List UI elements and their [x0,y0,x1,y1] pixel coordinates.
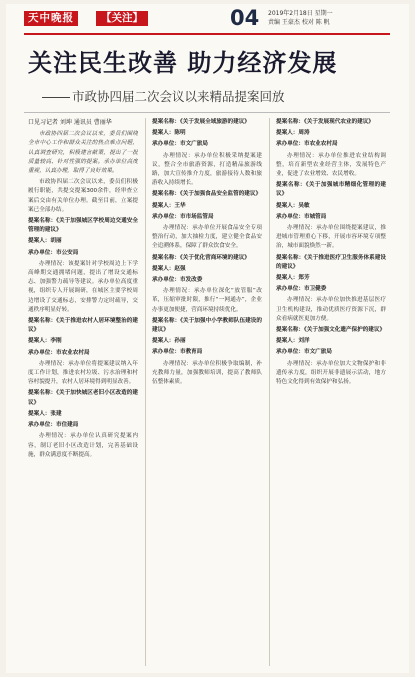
body-paragraph: 提案人：陈明 [152,130,186,137]
body-paragraph: 承办单位：市教育局 [152,349,203,356]
body-paragraph: 办理情况：承办单位将提案建议纳入年度工作计划，推进农村垃圾、污水治理和村容村貌提升，农村人居环境得到明显改善。 [28,360,138,386]
column-1 [28,118,138,666]
section-label: 【关注】 [96,11,148,26]
column-divider [269,118,270,666]
proposal-title: 提案名称：《关于加强食品安全监管的建议》 [152,191,262,198]
date-line: 2019年2月18日 星期一 [268,10,333,17]
body-paragraph: 提案人：赵强 [152,265,186,272]
article-headline: 关注民生改善 助力经济发展 [28,49,338,77]
body-paragraph: 办理情况：承办单位开展食品安全专项整治行动，加大抽检力度，建立健全食品安全追溯体系，保障了群众饮食安全。 [152,225,262,250]
body-paragraph: 承办单位：市农业农村局 [28,349,90,356]
body-paragraph: 办理情况：承办单位积极采纳提案建议，整合全市旅游资源，打造精品旅游线路，加大宣传推介力度，旅游接待人数和旅游收入持续增长。 [152,152,262,187]
proposal-title: 提案名称：《关于发展全域旅游的建议》 [152,119,250,125]
column-3 [276,118,386,666]
proposal-title: 提案名称：《关于优化营商环境的建议》 [152,254,250,261]
body-paragraph: 办理情况：承办单位推进农业结构调整，培育新型农业经营主体，发展特色产业，促进了农业增效、农民增收。 [276,152,386,178]
proposal-title: 提案名称：《关于推进农村人居环境整治的建议》 [28,318,138,334]
headline-rule [24,112,390,113]
proposal-title: 提案名称：《关于加快城区老旧小区改造的建议》 [28,390,138,406]
body-paragraph: 提案人：李刚 [28,338,62,345]
proposal-title: 提案名称：《关于发展现代农业的建议》 [276,119,374,125]
column-2 [152,118,262,666]
body-paragraph: 提案人：吴敏 [276,202,310,209]
page-number: 04 [230,6,260,30]
newspaper-page [6,4,409,673]
body-paragraph: 承办单位：市文广旅局 [152,141,208,148]
column-1-paragraphs [28,178,138,460]
body-paragraph: 承办单位：市农业农村局 [276,141,338,148]
proposal-title: 提案名称：《关于加强文化遗产保护的建议》 [276,327,386,334]
body-paragraph: 提案人：张建 [28,410,62,417]
body-paragraph: 提案人：周涛 [276,130,310,137]
body-paragraph: 承办单位：市文广旅局 [276,349,332,356]
subhead-text: 市政协四届二次会议以来精品提案回放 [72,89,285,104]
body-paragraph: 办理情况：该提案针对学校周边上下学高峰期交通拥堵问题，提出了增设交通标志、加强警力疏导等建议。承办单位高度重视，组织专人开展调研，在城区主要学校周边增设了交通标志，安排警力定时疏导，交通秩序明显好转。 [28,260,138,313]
article-body [28,118,388,668]
proposal-title: 提案名称：《关于加强城区学校周边交通安全管理的建议》 [28,218,138,234]
body-paragraph: 办理情况：承办单位围绕提案建议，推进城市管理重心下移，开展市容环境专项整治，城市面貌焕然一新。 [276,225,386,250]
article-subhead [42,89,285,105]
proposal-title: 提案名称：《关于推进医疗卫生服务体系建设的建议》 [276,254,386,270]
proposal-title: 提案名称：《关于加强中小学教师队伍建设的建议》 [152,317,262,334]
lead-paragraph: 市政协四届二次会议以来，委员们围绕全市中心工作和群众关注的热点难点问题，认真调查研究，积极建言献策，提出了一批质量较高、针对性强的提案。承办单位高度重视，认真办理，取得了良好效果。 [28,131,138,175]
column-3-paragraphs [276,118,386,387]
body-paragraph: 办理情况：承办单位深化“放管服”改革，压缩审批时限，推行“一网通办”，企业办事更加便捷，营商环境持续优化。 [152,288,262,313]
body-paragraph: 办理情况：承办单位积极争取编制，补充教师力量，加强教师培训，提高了教师队伍整体素质。 [152,360,262,386]
proposal-title: 提案名称：《关于加强城市精细化管理的建议》 [276,182,386,198]
body-paragraph: 承办单位：市城管局 [276,213,327,220]
column-2-paragraphs [152,118,262,387]
body-paragraph: 提案人：孙丽 [152,338,186,345]
body-paragraph: 承办单位：市公安局 [28,249,79,256]
masthead-rule [24,33,390,35]
body-paragraph: 办理情况：承办单位加快推进基层医疗卫生机构建设，推动优质医疗资源下沉，群众看病就医更加方便。 [276,297,386,322]
body-paragraph: 承办单位：市卫健委 [276,286,327,293]
paper-logo: 天中晚报 [24,11,78,26]
body-paragraph: 承办单位：市住建局 [28,422,79,429]
masthead [6,4,409,34]
body-paragraph: 提案人：胡丽 [28,238,62,245]
body-paragraph: 承办单位：市发改委 [152,277,203,284]
byline: 口见习记者 刘坤 通讯员 曹丽华 [28,119,112,126]
body-paragraph: 提案人：王华 [152,202,186,209]
body-paragraph: 办理情况：承办单位认真研究提案内容，制订老旧小区改造计划，完善基础设施，群众满意度不断提高。 [28,433,138,458]
body-paragraph: 提案人：刘洋 [276,338,310,345]
body-paragraph: 提案人：郑芳 [276,275,310,282]
column-divider [145,118,146,666]
subhead-dash [42,97,70,98]
body-paragraph: 市政协四届二次会议以来，委员们积极履行职能，共提交提案300余件，经审查立案后交由有关单位办理。截至目前，立案提案已全部办结。 [28,179,138,213]
body-paragraph: 办理情况：承办单位加大文物保护和非遗传承力度，组织开展非遗展示活动，地方特色文化得到有效保护和弘扬。 [276,360,386,386]
editors-line: 责编 王豪杰 校对 陈 帆 [268,19,330,26]
body-paragraph: 承办单位：市市场监管局 [152,213,214,220]
